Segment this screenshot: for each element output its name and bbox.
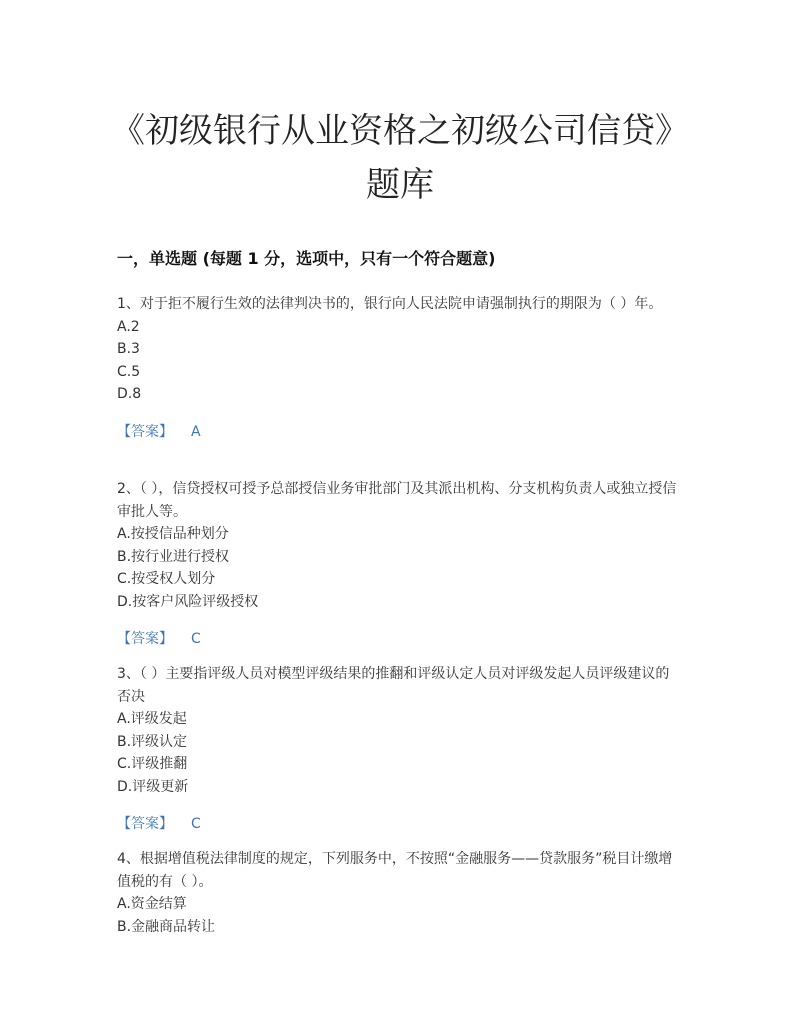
question-stem: 1、对于拒不履行生效的法律判决书的，银行向人民法院申请强制执行的期限为（ ）年。 [117,296,663,312]
option-c: C.评级推翻 [117,756,188,772]
question-stem: 3、（ ）主要指评级人员对模型评级结果的推翻和评级认定人员对评级发起人员评级建议的否决 [117,666,670,705]
question-3 [117,663,677,836]
option-b: B.3 [117,341,140,357]
option-a: A.2 [117,318,140,335]
answer-line [117,813,677,836]
option-d: D.8 [117,386,142,402]
option-b: B.按行业进行授权 [117,548,230,565]
option-c: C.按受权人划分 [117,571,216,587]
answer-value: A [191,423,201,440]
section-heading: 一，单选题 (每题 1 分，选项中，只有一个符合题意) [117,249,496,268]
page-title: 《初级银行从业资格之初级公司信贷》题库 [111,111,689,205]
answer-value: C [191,631,201,647]
option-d: D.评级更新 [117,778,189,795]
answer-label: 【答案】 [117,631,173,647]
answer-label: 【答案】 [117,816,173,832]
option-b: B.金融商品转让 [117,918,216,935]
option-d: D.按客户风险评级授权 [117,593,259,610]
option-a: A.评级发起 [117,711,187,727]
question-2 [117,478,677,651]
question-4 [117,848,677,938]
option-a: A.按授信品种划分 [117,526,229,542]
option-b: B.评级认定 [117,733,188,750]
answer-label: 【答案】 [117,423,173,440]
option-a: A.资金结算 [117,896,187,912]
answer-line [117,628,677,651]
answer-value: C [191,816,201,832]
option-c: C.5 [117,363,141,380]
answer-line [117,421,677,444]
question-1 [117,293,677,443]
question-stem: 4、根据增值税法律制度的规定，下列服务中，不按照“金融服务——贷款服务”税目计缴增值税的有（ ）。 [117,851,673,890]
question-stem: 2、（ ），信贷授权可授予总部授信业务审批部门及其派出机构、分支机构负责人或独立授信审批人等。 [117,481,677,520]
